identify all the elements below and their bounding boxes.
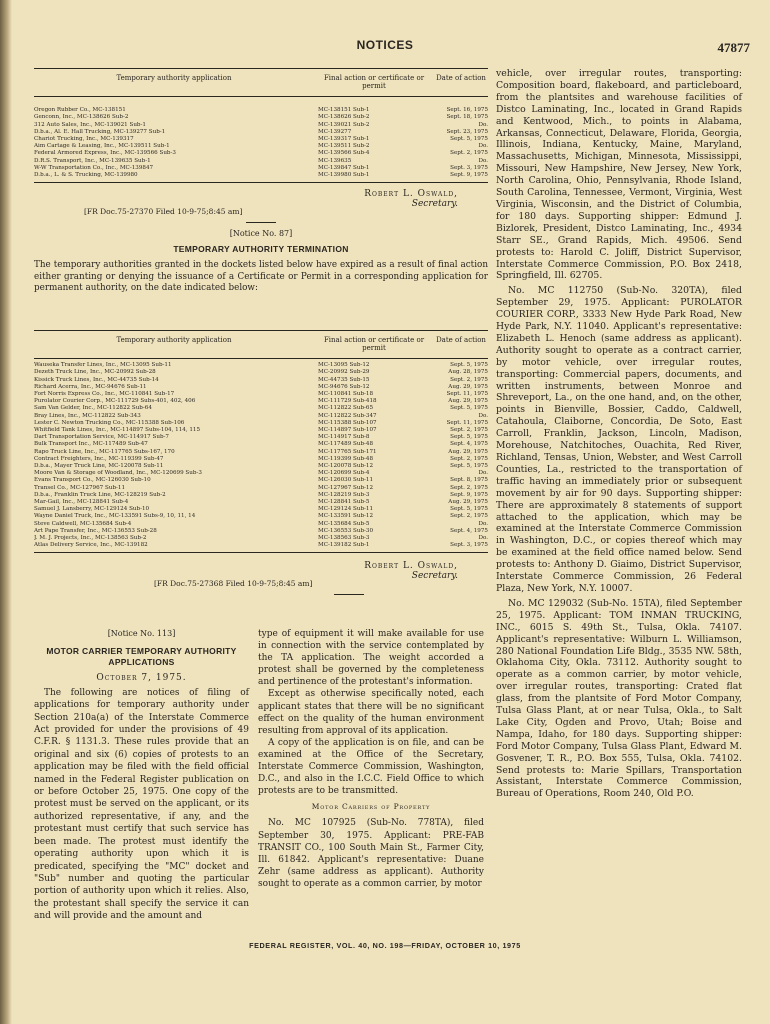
final-action-cell: MC-13095 Sub-12 [318,362,370,369]
application-cell: Wayne Daniel Truck, Inc., MC-133591 Subs-9, 10, 11, 14 [34,513,196,520]
table-row [34,427,488,434]
notice-number: [Notice No. 87] [229,229,293,239]
table2-block [34,330,488,601]
application-cell: Kissick Truck Lines, Inc., MC-44735 Sub-14 [34,376,159,383]
final-action-cell: MC-128841 Sub-5 [318,498,370,505]
table-bottom-rule [34,182,488,183]
table-row [34,413,488,420]
table-row [34,158,488,165]
date-cell: Do. [478,470,488,477]
subsection-heading: Motor Carriers of Property [311,802,431,812]
table-row [34,513,488,520]
application-cell: Aim Cartage & Leasing, Inc., MC-139511 Sub-1 [34,143,170,150]
date-cell: Sept. 2, 1975 [450,455,488,462]
signature-title: Secretary. [411,571,458,582]
application-cell: Sam Van Gelder, Inc., MC-112822 Sub-64 [34,405,152,412]
date-cell: Aug. 29, 1975 [448,398,488,405]
signature-title: Secretary. [411,199,458,210]
section-header: NOTICES [356,38,414,52]
final-action-cell: MC-139635 [318,157,352,164]
table-row [34,492,488,499]
table-row [34,391,488,398]
final-action-cell: MC-117765 Sub-171 [318,448,377,455]
page-number: 47877 [717,40,750,55]
application-cell: D.b.a., Franklin Truck Line, MC-128219 Sub-2 [34,491,166,498]
table-row [34,384,488,391]
notice-paragraph: vehicle, over irregular routes, transporting: Composition board, flakeboard, and particleboard, from the plantsites and warehouse facilities of Distco Laminating, Inc., located in Grand Rapids and Kentwood, Mich., to points in Alabama, Arkansas, Connecticut, Delaware, Florida, Georgia, Illinois, Indiana, Kentucky, Maine, Maryland, Massachusetts, Michigan, Minnesota, Mississippi, Missouri, New Hampshire, New Jersey, New York, North Carolina, Ohio, Pennsylvania, Rhode Island, South Carolina, Tennessee, Vermont, Virginia, West Virginia, Wisconsin, and the District of Columbia, for 180 days. Supporting shipper: Edmund J. Bizlorek, President, Distco Laminating, Inc., 4934 Starr SE., Grand Rapids, Mich. 49506. Send protests to: Harold C. Joliff, District Supervisor, Interstate Commerce Commission, P.O. Box 2418, Springfield, Ill. 62705. [496,68,742,282]
application-cell: Chariot Trucking, Inc., MC-139317 [34,135,134,142]
table-row [34,528,488,535]
table2-body [34,362,488,553]
date-cell: Sept. 3, 1975 [450,164,488,171]
application-cell: Genconn, Inc., MC-138626 Sub-2 [34,114,129,121]
final-action-cell: MC-139566 Sub-4 [318,150,370,157]
application-cell: 312 Auto Sales, Inc., MC-139021 Sub-1 [34,121,146,128]
notice-paragraph: No. MC 129032 (Sub-No. 15TA), filed September 25, 1975. Applicant: TOM INMAN TRUCKING, INC., 6015 S. 49th St., Tulsa, Okla. 74107. Applicant's representative: Wilburn L. Williamson, 280 National Foundation Life Bldg., 3535 NW. 58th, Oklahoma City, Okla. 73112. Authority sought to operate as a common carrier, by motor vehicle, over irregular routes, transporting: Crated flat glass, from the plantsite of Ford Motor Company, Tulsa Glass Plant, at or near Tulsa, Okla., to Salt Lake City, Ogden and Provo, Utah; Boise and Nampa, Idaho, for 180 days. Supporting shipper: Ford Motor Company, Tulsa Glass Plant, Edward M. Gosvener, T. R., P.O. Box 555, Tulsa, Okla. 74102. Send protests to: Marie Spillars, Transportation Assistant, Interstate Commerce Commission, Bureau of Operations, Room 240, Old P.O. [496,597,742,800]
table-row [34,122,488,129]
application-cell: Purolator Courier Corp., MC-111729 Subs-401, 402, 406 [34,398,196,405]
final-action-cell: MC-126030 Sub-11 [318,477,374,484]
date-cell: Sept. 8, 1975 [450,477,488,484]
fr-doc-line-2: [FR Doc.75-27368 Filed 10-9-75;8:45 am] [154,579,313,589]
application-cell: Federal Armored Express, Inc., MC-139566 Sub-3 [34,150,176,157]
date-cell: Do. [478,520,488,527]
final-action-cell: MC-120078 Sub-12 [318,462,374,469]
final-action-cell: MC-139277 [318,128,352,135]
date-cell: Sept. 16, 1975 [446,107,488,114]
table2-col-date: Date of action [436,336,486,344]
table-row [34,477,488,484]
final-action-cell: MC-138626 Sub-2 [318,114,370,121]
signature-block-1 [34,189,488,209]
table-row [34,506,488,513]
application-cell: Atlas Delivery Service, Inc., MC-139182 [34,542,148,549]
notice-date: October 7, 1975. [96,673,187,684]
final-action-cell: MC-139182 Sub-1 [318,542,370,549]
date-cell: Do. [478,121,488,128]
table-row [34,521,488,528]
date-cell: Sept. 2, 1975 [450,484,488,491]
table-row [34,441,488,448]
application-cell: Bulk Transport Inc., MC-117489 Sub-47 [34,441,148,448]
date-cell: Sept. 2, 1975 [450,150,488,157]
table1-body [34,107,488,183]
date-cell: Aug. 29, 1975 [448,498,488,505]
final-action-cell: MC-112822 Sub-347 [318,412,377,419]
final-action-cell: MC-136553 Sub-30 [318,527,374,534]
notice-paragraph: No. MC 112750 (Sub-No. 320TA), filed September 29, 1975. Applicant: PUROLATOR COURIER CORP., 3333 New Hyde Park Road, New Hyde Park, N.Y. 11040. Applicant's representative: Elizabeth L. Henoch (same address as applicant). Authority sought to operate as a contract carrier, by motor vehicle, over irregular routes, transporting: Commercial papers, documents, and written instruments, between Monroe and Shreveport, La., on the one hand, and, on the other, points in Bienville, Bossier, Caddo, Caldwell, Catahoula, Claiborne, Concordia, De Soto, East Carroll, Franklin, Jackson, Lincoln, Madison, Morehouse, Natchitoches, Ouachita, Red River, Richland, Tensas, Union, Webster, and West Carroll Counties, La., restricted to the transportation of traffic having an immediately prior or subsequent movement by air for 90 days. Supporting shipper: There are approximately 8 statements of support attached to the application, which may be examined at the Interstate Commerce Commission in Washington, D.C., or copies thereof which may be examined at the field office named below. Send protests to: Anthony D. Giaimo, District Supervisor, Interstate Commerce Commission, 26 Federal Plaza, New York, N.Y. 10007. [496,285,742,594]
notice-paragraph: A copy of the application is on file, and can be examined at the Office of the Secretary, Interstate Commerce Commission, Washington, D.C., and also in the I.C.C. Field Office to which protests are to be transmitted. [258,737,484,797]
table1-col-application: Temporary authority application [116,74,232,82]
table-row [34,136,488,143]
table1-block [34,68,488,295]
notice-title: TEMPORARY AUTHORITY TERMINATION [173,244,349,255]
date-cell: Sept. 5, 1975 [450,362,488,369]
notice-paragraph: Except as otherwise specifically noted, each applicant states that there will be no significant effect on the quality of the human environment resulting from approval of its application. [258,689,484,736]
application-cell: D.b.a., Mayer Truck Line, MC-120078 Sub-11 [34,462,164,469]
table2-header [34,330,488,359]
table-row [34,405,488,412]
final-action-cell: MC-117489 Sub-48 [318,441,374,448]
date-cell: Sept. 3, 1975 [450,542,488,549]
table-row [34,107,488,114]
table-row [34,129,488,136]
table1-col-date: Date of action [436,74,486,82]
table-row [34,470,488,477]
application-cell: Mar-Gail, Inc., MC-128841 Sub-4 [34,498,129,505]
application-cell: Contract Freighters, Inc., MC-119399 Sub-47 [34,455,164,462]
notice113-middle-column [258,628,484,890]
date-cell: Do. [478,143,488,150]
application-cell: Art Pape Transfer, Inc., MC-136553 Sub-28 [34,527,157,534]
date-cell: Sept. 2, 1975 [450,376,488,383]
table1-header [34,68,488,97]
signature-block-2 [34,561,488,581]
application-cell: Steve Caldwell, MC-135684 Sub-4 [34,520,132,527]
application-cell: Fort Norris Express Co., Inc., MC-110841 Sub-17 [34,390,175,397]
right-column [496,68,742,803]
date-cell: Sept. 4, 1975 [450,527,488,534]
final-action-cell: MC-129124 Sub-11 [318,506,374,513]
date-cell: Sept. 5, 1975 [450,462,488,469]
table1-col-final-action: Final action or certificate or permit [323,74,425,91]
notice-title: MOTOR CARRIER TEMPORARY AUTHORITY APPLICATIONS [46,646,237,668]
final-action-cell: MC-112822 Sub-65 [318,405,374,412]
application-cell: Evans Transport Co., MC-126030 Sub-10 [34,477,151,484]
table-row [34,172,488,179]
notice-paragraph: type of equipment it will make available for use in connection with the service contemplated by the TA application. The weight accorded a protest shall be governed by the completeness and pertinence of the protestant's information. [258,629,484,688]
table-row [34,499,488,506]
divider [246,222,276,223]
application-cell: Whitfield Tank Lines, Inc., MC-114897 Subs-104, 114, 115 [34,426,201,433]
final-action-cell: MC-139980 Sub-1 [318,171,370,178]
table-row [34,542,488,549]
table-row [34,456,488,463]
table-row [34,143,488,150]
application-cell: Samuel J. Lansberry, MC-129124 Sub-10 [34,506,150,513]
final-action-cell: MC-135684 Sub-5 [318,520,370,527]
date-cell: Do. [478,534,488,541]
final-action-cell: MC-114897 Sub-107 [318,426,377,433]
date-cell: Sept. 2, 1975 [450,513,488,520]
notice-number: [Notice No. 113] [107,629,176,638]
notice-paragraph: The following are notices of filing of applications for temporary authority under Section 210a(a) of the Interstate Commerce Act provided for under the provisions of 49 C.F.R. § 1131.3. These rules provide that an original and six (6) copies of protests to an application may be filed with the field official named in the Federal Register publication on or before October 25, 1975. One copy of the protest must be served on the applicant, or its authorized representative, if any, and the protestant must certify that such service has been made. The protest must identify the operating authority upon which it is predicated, specifying the "MC" docket and "Sub" number and quoting the particular portion of authority upon which it relies. Also, the protestant shall specify the service it can and will provide and the amount and [34,687,249,922]
date-cell: Sept. 4, 1975 [450,441,488,448]
date-cell: Sept. 11, 1975 [446,419,488,426]
final-action-cell: MC-139511 Sub-2 [318,143,370,150]
table-row [34,369,488,376]
application-cell: D.b.a., L. & S. Trucking, MC-139980 [34,171,138,178]
application-cell: Wauseka Transfer Lines, Inc., MC-13095 Sub-11 [34,362,172,369]
date-cell: Aug. 29, 1975 [448,448,488,455]
date-cell: Sept. 5, 1975 [450,506,488,513]
table-row [34,398,488,405]
final-action-cell: MC-94676 Sub-12 [318,383,370,390]
notice-paragraph: No. MC 107925 (Sub-No. 778TA), filed September 30, 1975. Applicant: PRE-FAB TRANSIT CO., 100 South Main St., Farmer City, Ill. 61842. Applicant's representative: Duane Zehr (same address as applicant). Authority sought to operate as a common carrier, by motor [258,818,484,889]
application-cell: D.R.S. Transport, Inc., MC-139635 Sub-1 [34,157,151,164]
date-cell: Do. [478,412,488,419]
table-row [34,485,488,492]
application-cell: Rapo Truck Line, Inc., MC-117765 Subs-167, 170 [34,448,175,455]
final-action-cell: MC-139021 Sub-2 [318,121,370,128]
table-bottom-rule [34,552,488,553]
date-cell: Sept. 11, 1975 [446,390,488,397]
final-action-cell: MC-127967 Sub-12 [318,484,374,491]
application-cell: Richard Acerra, Inc., MC-94676 Sub-11 [34,383,147,390]
final-action-cell: MC-138151 Sub-1 [318,107,370,114]
final-action-cell: MC-114917 Sub-8 [318,434,370,441]
application-cell: Dart Transportation Service, MC-114917 Sub-7 [34,434,169,441]
signature-name: Robert L. Oswald, [364,189,458,200]
application-cell: Moore Van & Storage of Woodland, Inc., MC-120699 Sub-3 [34,470,202,477]
fr-doc-line-1: [FR Doc.75-27370 Filed 10-9-75;8:45 am] [84,207,243,217]
date-cell: Aug. 29, 1975 [448,383,488,390]
final-action-cell: MC-138563 Sub-3 [318,534,370,541]
date-cell: Aug. 28, 1975 [448,369,488,376]
table-row [34,463,488,470]
table-row [34,434,488,441]
table-row [34,449,488,456]
table2-col-final-action: Final action or certificate or permit [323,336,425,353]
date-cell: Sept. 9, 1975 [450,171,488,178]
date-cell: Do. [478,157,488,164]
table-row [34,114,488,121]
table-row [34,535,488,542]
final-action-cell: MC-20992 Sub-29 [318,369,370,376]
date-cell: Sept. 18, 1975 [446,114,488,121]
table-row [34,165,488,172]
table2-col-application: Temporary authority application [116,336,232,344]
final-action-cell: MC-133591 Sub-12 [318,513,374,520]
application-cell: Bray Lines, Inc., MC-112822 Sub-343 [34,412,141,419]
page-footer: FEDERAL REGISTER, VOL. 40, NO. 198—FRIDAY, OCTOBER 10, 1975 [249,941,521,950]
date-cell: Sept. 2, 1975 [450,426,488,433]
divider [334,594,364,595]
final-action-cell: MC-110841 Sub-18 [318,390,374,397]
date-cell: Sept. 5, 1975 [450,405,488,412]
date-cell: Sept. 5, 1975 [450,434,488,441]
date-cell: Sept. 23, 1975 [446,128,488,135]
date-cell: Sept. 5, 1975 [450,135,488,142]
final-action-cell: MC-44735 Sub-15 [318,376,370,383]
signature-name: Robert L. Oswald, [364,561,458,572]
notice-intro: The temporary authorities granted in the dockets listed below have expired as a result of final action either granting or denying the issuance of a Certificate or Permit in a corresponding application for permanent authority, on the date indicated below: [34,260,488,294]
final-action-cell: MC-128219 Sub-3 [318,491,370,498]
final-action-cell: MC-111729 Sub-418 [318,398,377,405]
table-row [34,377,488,384]
application-cell: Dezeth Truck Line, Inc., MC-20992 Sub-28 [34,369,156,376]
application-cell: Transel Co., MC-127967 Sub-11 [34,484,126,491]
final-action-cell: MC-139317 Sub-1 [318,135,370,142]
final-action-cell: MC-115388 Sub-107 [318,419,377,426]
final-action-cell: MC-120699 Sub-4 [318,470,370,477]
table-row [34,150,488,157]
page-binding-edge [0,0,12,1024]
table-row [34,420,488,427]
notice113-left-column [34,628,249,923]
application-cell: Lester C. Newton Trucking Co., MC-115388 Sub-106 [34,419,185,426]
application-cell: Oregon Rubber Co., MC-138151 [34,107,126,114]
application-cell: D.b.a., Al. E. Hall Trucking, MC-139277 Sub-1 [34,128,166,135]
application-cell: W-W Transportation Co., Inc., MC-139847 [34,164,154,171]
table-row [34,362,488,369]
application-cell: J. M. J. Projects, Inc., MC-138563 Sub-2 [34,534,147,541]
final-action-cell: MC-119399 Sub-48 [318,455,374,462]
final-action-cell: MC-139847 Sub-1 [318,164,370,171]
date-cell: Sept. 9, 1975 [450,491,488,498]
